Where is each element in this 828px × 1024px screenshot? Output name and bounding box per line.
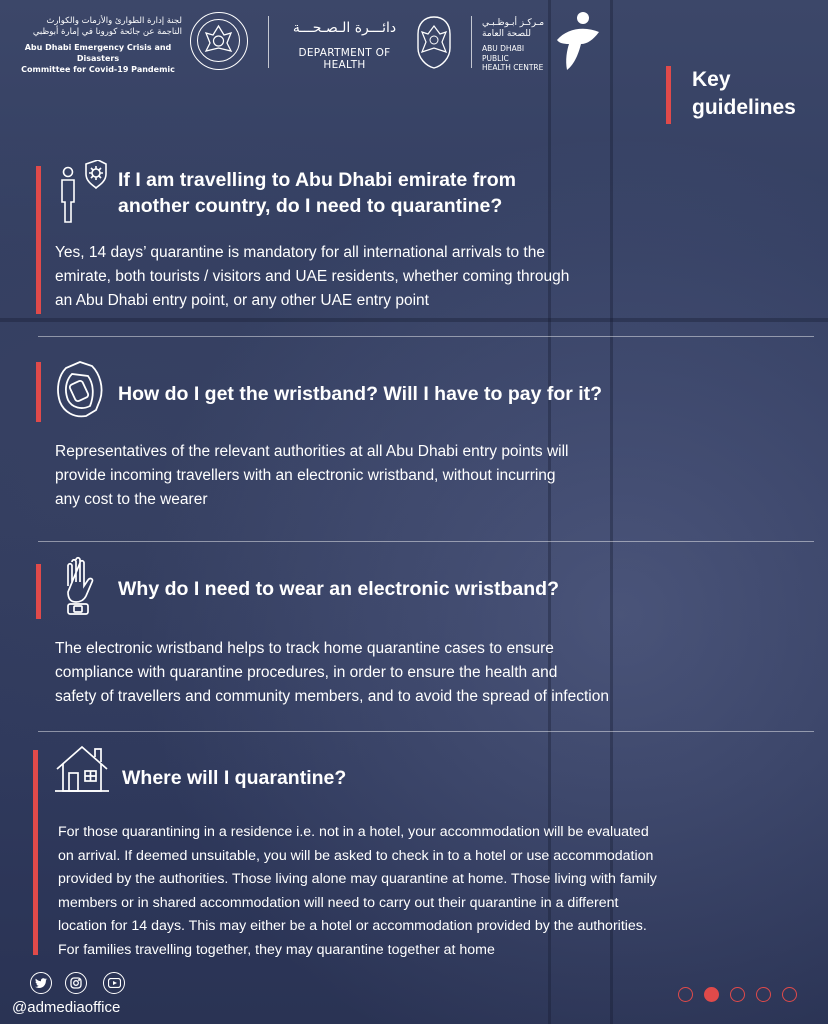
pagination-dot-active[interactable] bbox=[704, 987, 719, 1002]
section-title: Why do I need to wear an electronic wristband? bbox=[118, 578, 559, 600]
department-name-en: DEPARTMENT OF HEALTH bbox=[298, 47, 391, 71]
phc-name-en: ABU DHABI PUBLIC HEALTH CENTRE bbox=[482, 44, 544, 72]
section-accent-bar bbox=[33, 750, 38, 955]
social-handle[interactable]: @admediaoffice bbox=[12, 999, 121, 1016]
section-body: The electronic wristband helps to track home quarantine cases to ensure compliance with quarantine procedures, in order to ensure the health and safety of travellers and community members, and to avoid the spread of infection bbox=[55, 640, 609, 705]
pagination-dot[interactable] bbox=[730, 987, 745, 1002]
key-guidelines-title: Key guidelines bbox=[692, 68, 796, 119]
falcon-emblem-icon bbox=[410, 14, 458, 70]
section-accent-bar bbox=[36, 564, 41, 619]
pagination-dot[interactable] bbox=[756, 987, 771, 1002]
header-divider bbox=[471, 16, 472, 68]
section-accent-bar bbox=[36, 166, 41, 314]
section-title: If I am travelling to Abu Dhabi emirate from another country, do I need to quarantine? bbox=[118, 169, 517, 217]
header-divider bbox=[268, 16, 269, 68]
section-divider bbox=[38, 731, 814, 732]
section-body: Yes, 14 days’ quarantine is mandatory for all international arrivals to the emirate, both tourists / visitors and UAE residents, whether coming through an Abu Dhabi entry point, or any other UAE entry point bbox=[55, 244, 570, 309]
phc-logo-icon bbox=[553, 10, 605, 72]
hand-wristband-icon bbox=[60, 556, 100, 620]
wristband-icon bbox=[52, 360, 108, 422]
section-title: Where will I quarantine? bbox=[122, 767, 347, 789]
section-divider bbox=[38, 336, 814, 337]
instagram-icon[interactable] bbox=[65, 972, 87, 994]
traveller-virus-icon bbox=[54, 160, 108, 226]
department-name-ar: دائـــرة الـصـحـــة bbox=[292, 20, 397, 36]
house-icon bbox=[55, 745, 109, 797]
crisis-committee-name-en: Abu Dhabi Emergency Crisis and Disasters Committee for Covid-19 Pandemic bbox=[21, 43, 175, 74]
section-body: For those quarantining in a residence i.e. not in a hotel, your accommodation will be evaluated on arrival. If deemed unsuitable, you will be asked to check in to a hotel or use accommodation provided by the authorities. Those living alone may quarantine at home. Those living with family members or in shared accommodation will need to carry out their quarantine in a different location for 14 days. This may either be a hotel or accommodation provided by the authorities. For families travelling together, they may quarantine together at home bbox=[58, 824, 657, 958]
pagination-dot[interactable] bbox=[678, 987, 693, 1002]
youtube-icon[interactable] bbox=[103, 972, 125, 994]
uae-crest-icon bbox=[190, 12, 248, 70]
crisis-committee-name-ar: لجنة إدارة الطوارئ والأزمات والكوارث الناجمة عن جائحة كورونا في إمارة أبوظبي bbox=[32, 16, 182, 37]
section-accent-bar bbox=[36, 362, 41, 422]
background-frame bbox=[0, 318, 828, 322]
section-title: How do I get the wristband? Will I have to pay for it? bbox=[118, 383, 603, 405]
key-guidelines-accent-bar bbox=[666, 66, 671, 124]
twitter-icon[interactable] bbox=[30, 972, 52, 994]
section-divider bbox=[38, 541, 814, 542]
pagination-dot[interactable] bbox=[782, 987, 797, 1002]
section-body: Representatives of the relevant authorities at all Abu Dhabi entry points will provide incoming travellers with an electronic wristband, without incurring any cost to the wearer bbox=[55, 443, 569, 508]
phc-name-ar: مـركـز أبـوظـبـي للصحة العامة bbox=[482, 18, 545, 39]
